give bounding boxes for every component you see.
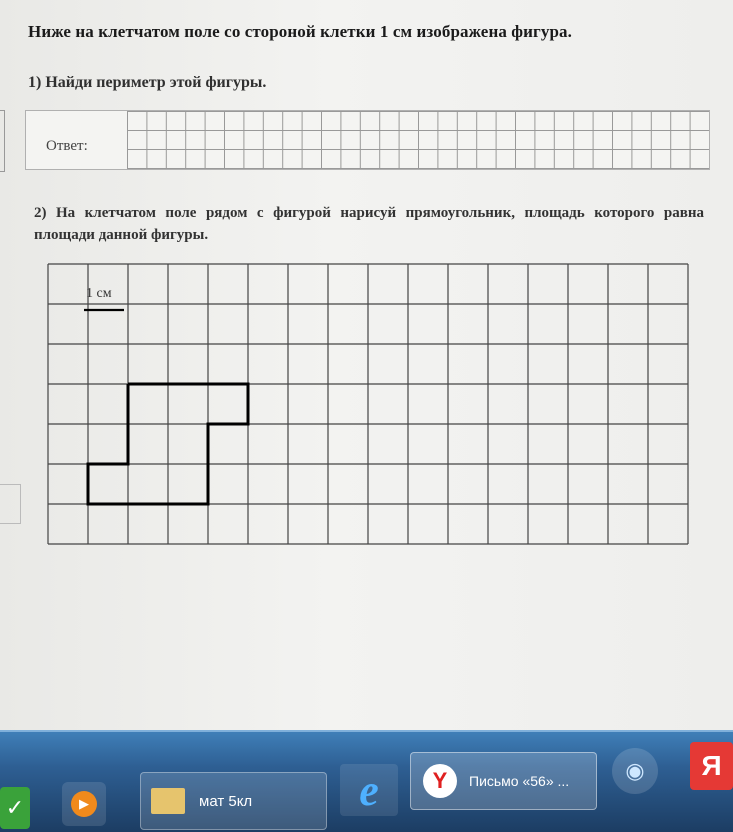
cell-size-label: 1 см <box>86 286 112 301</box>
page-margin-mark <box>0 484 21 524</box>
folder-icon <box>151 788 185 814</box>
yandex-button[interactable] <box>690 742 733 790</box>
answer-label: Ответ: <box>46 138 88 154</box>
task-title: Ниже на клетчатом поле со стороной клетки 1 см изображена фигура. <box>28 22 572 41</box>
checkered-field <box>44 262 706 550</box>
taskbar-folder-label: мат 5кл <box>199 792 253 810</box>
taskbar-folder-button[interactable] <box>140 772 327 830</box>
network-button[interactable] <box>612 748 658 794</box>
page-margin-mark <box>0 110 5 172</box>
media-player-button[interactable] <box>62 782 106 826</box>
answer-grid <box>127 111 709 169</box>
taskbar <box>0 730 733 832</box>
taskbar-mail-label: Письмо «56» ... <box>469 773 570 789</box>
answer-box <box>25 110 710 170</box>
media-player-icon: ▶ <box>71 791 97 817</box>
wifi-icon: ◉ <box>625 758 645 783</box>
start-button[interactable] <box>0 787 30 829</box>
internet-explorer-icon: e <box>359 765 379 815</box>
internet-explorer-button[interactable] <box>340 764 398 816</box>
question-1: 1) Найди периметр этой фигуры. <box>28 74 267 91</box>
yandex-browser-icon: Y <box>423 764 457 798</box>
question-2: 2) На клетчатом поле рядом с фигурой нарисуй прямоугольник, площадь которого равна площади данной фигуры. <box>34 205 704 243</box>
yandex-icon: Я <box>701 750 722 781</box>
windows-icon: ✓ <box>5 795 25 820</box>
taskbar-mail-button[interactable] <box>410 752 597 810</box>
